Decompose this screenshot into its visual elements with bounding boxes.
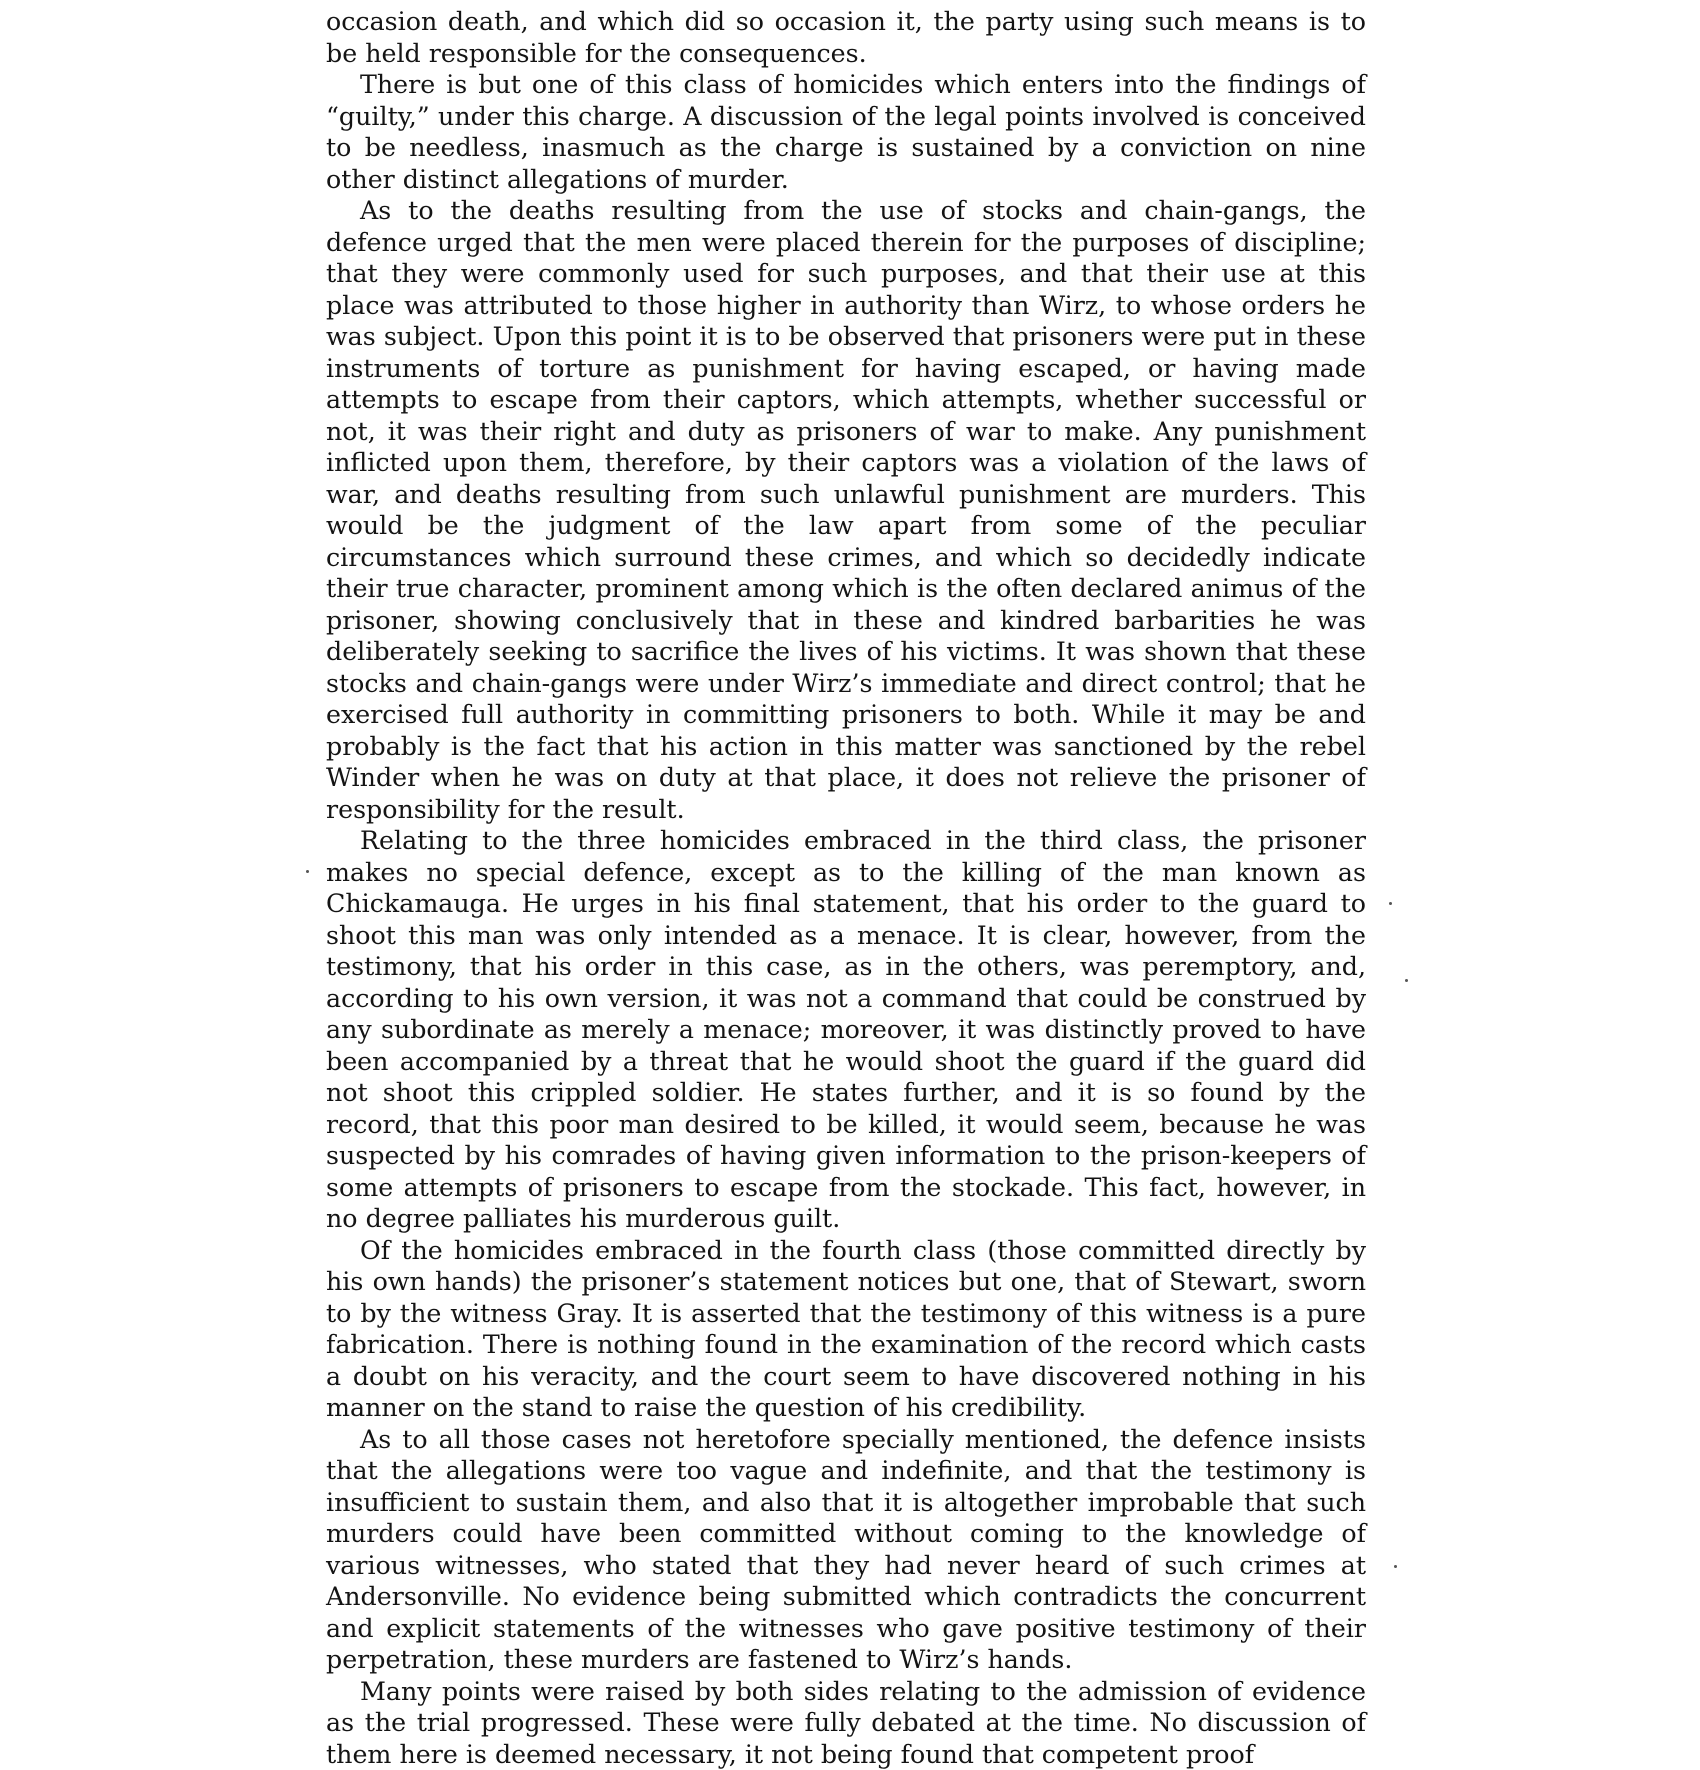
- paragraph-stocks-and-chain-gangs: As to the deaths resulting from the use of stocks and chain-gangs, the defence urged that the men were placed therein for the purposes of discipline; that they were commonly used for such purposes, and that their use at this place was attributed to those higher in authority than Wirz, to whose orders he was subject. Upon this point it is to be observed that prisoners were put in these instruments of torture as punishment for having escaped, or having made attempts to escape from their captors, which attempts, whether successful or not, it was their right and duty as prisoners of war to make. Any punishment inflicted upon them, therefore, by their captors was a violation of the laws of war, and deaths resulting from such unlawful punishment are murders. This would be the judgment of the law apart from some of the peculiar circumstances which surround these crimes, and which so decidedly indicate their true character, prominent among which is the often declared animus of the prisoner, showing conclusively that in these and kindred barbarities he was deliberately seeking to sacrifice the lives of his victims. It was shown that these stocks and chain-gangs were under Wirz’s immediate and direct control; that he exercised full authority in committing prisoners to both. While it may be and probably is the fact that his action in this matter was sanctioned by the rebel Winder when he was on duty at that place, it does not relieve the prisoner of responsibility for the result.: [326, 196, 1366, 824]
- paragraph-admission-of-evidence: Many points were raised by both sides relating to the admission of evidence as the trial progressed. These were fully debated at the time. No discussion of them here is deemed necessary, it not being found that competent proof: [326, 1676, 1366, 1769]
- paragraph-fourth-class-homicides: Of the homicides embraced in the fourth class (those committed directly by his own hands) the prisoner’s statement notices but one, that of Stewart, sworn to by the witness Gray. It is asserted that the testimony of this witness is a pure fabrication. There is nothing found in the examination of the record which casts a doubt on his veracity, and the court seem to have discovered nothing in his manner on the stand to raise the question of his credibility.: [326, 1235, 1366, 1422]
- paragraph-other-cases: As to all those cases not heretofore specially mentioned, the defence insists that the allegations were too vague and indefinite, and that the testimony is insufficient to sustain them, and also that it is altogether improbable that such murders could have been committed without coming to the knowledge of various witnesses, who stated that they had never heard of such crimes at Andersonville. No evidence being submitted which contradicts the concurrent and explicit statements of the witnesses who gave positive testimony of their perpetration, these murders are fastened to Wirz’s hands.: [326, 1424, 1366, 1674]
- text-column: [326, 6, 1366, 1770]
- paragraph-continuation: occasion death, and which did so occasion it, the party using such means is to be held responsible for the consequences.: [326, 7, 1366, 68]
- scan-speck: [1389, 902, 1392, 905]
- paragraph-class-of-homicides: There is but one of this class of homicides which enters into the findings of “guilty,” under this charge. A discussion of the legal points involved is conceived to be needless, inasmuch as the charge is sustained by a conviction on nine other distinct allegations of murder.: [326, 70, 1366, 194]
- scan-speck: [306, 870, 309, 873]
- paragraph-third-class-homicides: Relating to the three homicides embraced in the third class, the prisoner makes no special defence, except as to the killing of the man known as Chickamauga. He urges in his final statement, that his order to the guard to shoot this man was only intended as a menace. It is clear, however, from the testimony, that his order in this case, as in the others, was peremptory, and, according to his own version, it was not a command that could be construed by any subordinate as merely a menace; moreover, it was distinctly proved to have been accompanied by a threat that he would shoot the guard if the guard did not shoot this crippled soldier. He states further, and it is so found by the record, that this poor man desired to be killed, it would seem, because he was suspected by his comrades of having given information to the prison-keepers of some attempts of prisoners to escape from the stockade. This fact, however, in no degree palliates his murderous guilt.: [326, 826, 1366, 1233]
- scan-speck: [1405, 979, 1408, 982]
- scan-speck: [1394, 1565, 1397, 1568]
